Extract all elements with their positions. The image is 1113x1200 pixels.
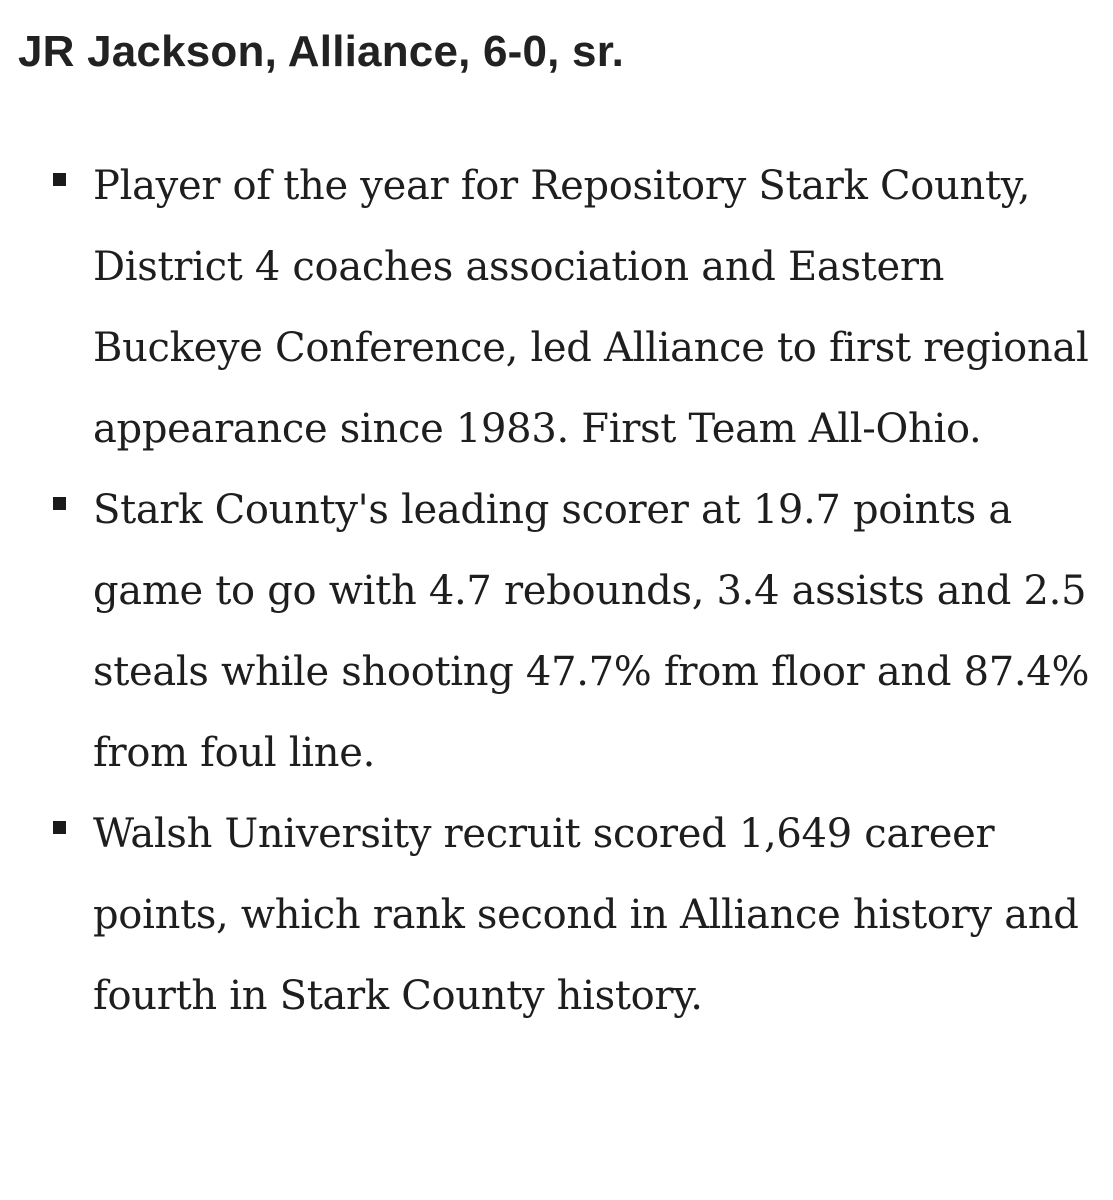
list-item	[0, 794, 1113, 1037]
list-item	[0, 146, 1113, 470]
player-headline: JR Jackson, Alliance, 6-0, sr.	[18, 27, 625, 76]
list-item	[0, 470, 1113, 794]
square-bullet-icon	[53, 497, 66, 510]
list-item-text: Walsh University recruit scored 1,649 career points, which rank second in Alliance history and fourth in Stark County history.	[93, 811, 1079, 1019]
square-bullet-icon	[53, 821, 66, 834]
list-item-text: Stark County's leading scorer at 19.7 points a game to go with 4.7 rebounds, 3.4 assists and 2.5 steals while shooting 47.7% from floor and 87.4% from foul line.	[93, 487, 1090, 776]
square-bullet-icon	[53, 173, 66, 186]
list-item-text: Player of the year for Repository Stark County, District 4 coaches association and Eastern Buckeye Conference, led Alliance to first regional appearance since 1983. First Team All-Ohio.	[93, 163, 1089, 452]
player-notes-list	[0, 146, 1113, 1037]
